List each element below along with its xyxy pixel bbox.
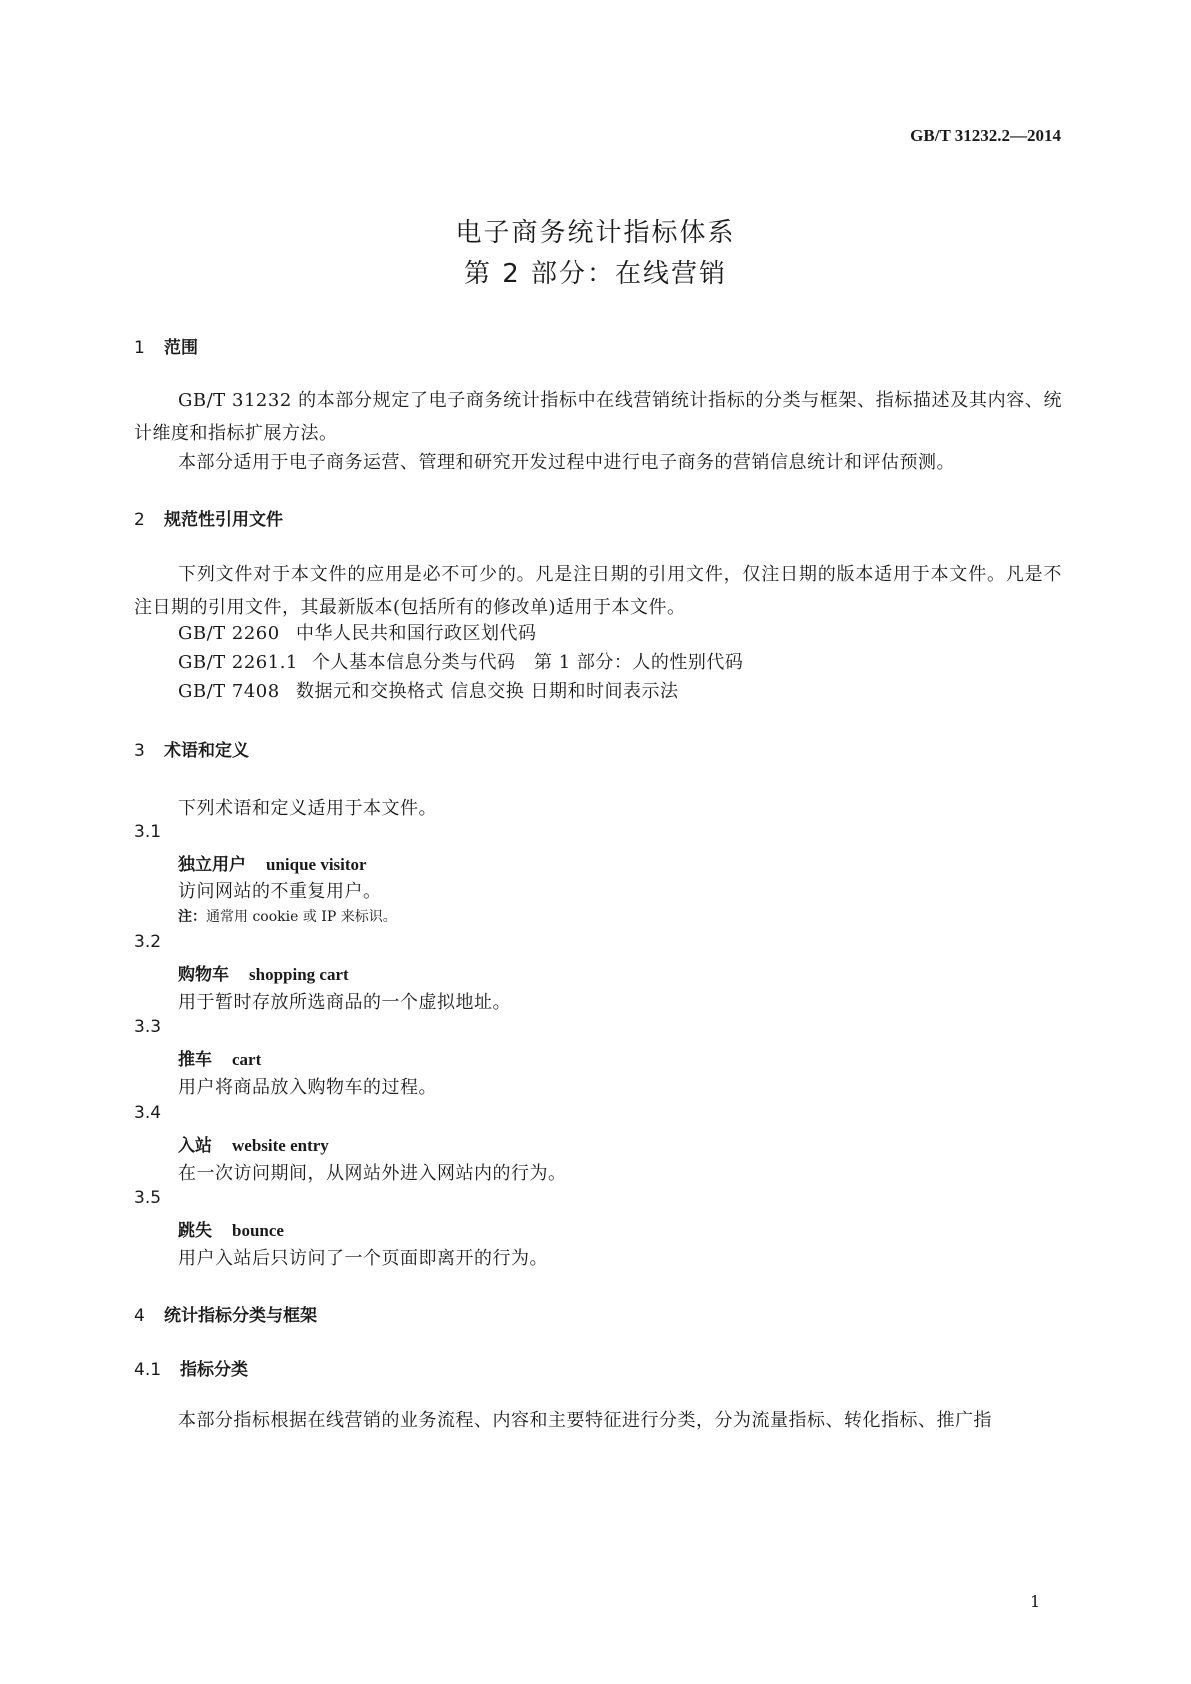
term-heading <box>178 960 349 985</box>
term-zh: 跳失 <box>178 1221 212 1241</box>
section-title: 统计指标分类与框架 <box>164 1306 317 1326</box>
section-1-paragraph-1: GB/T 31232 的本部分规定了电子商务统计指标中在线营销统计指标的分类与框架、指标描述及其内容、统计维度和指标扩展方法。 <box>134 390 1062 444</box>
term-number: 3.3 <box>134 1017 162 1037</box>
reference-title: 个人基本信息分类与代码 第 1 部分：人的性别代码 <box>312 652 744 673</box>
reference-code: GB/T 2261.1 <box>178 652 298 673</box>
document-subtitle: 第 2 部分：在线营销 <box>463 259 728 289</box>
section-4-paragraph-1: 本部分指标根据在线营销的业务流程、内容和主要特征进行分类，分为流量指标、转化指标、推广指 <box>178 1410 992 1431</box>
term-en: unique visitor <box>266 855 367 874</box>
term-en: website entry <box>232 1136 329 1155</box>
section-2-paragraph-1: 下列文件对于本文件的应用是必不可少的。凡是注日期的引用文件，仅注日期的版本适用于本文件。凡是不注日期的引用文件，其最新版本(包括所有的修改单)适用于本文件。 <box>134 564 1062 618</box>
note-text: 通常用 cookie 或 IP 来标识。 <box>206 909 397 925</box>
section-title: 规范性引用文件 <box>164 510 283 530</box>
section-number: 4 <box>134 1306 145 1326</box>
section-1-paragraph-2: 本部分适用于电子商务运营、管理和研究开发过程中进行电子商务的营销信息统计和评估预测。 <box>178 452 955 473</box>
subsection-number: 4.1 <box>134 1360 162 1380</box>
term-note <box>178 906 397 926</box>
term-heading <box>178 1131 329 1156</box>
term-definition: 用于暂时存放所选商品的一个虚拟地址。 <box>178 992 511 1013</box>
term-en: bounce <box>232 1221 284 1240</box>
term-definition: 用户将商品放入购物车的过程。 <box>178 1077 437 1098</box>
reference-item <box>178 619 537 645</box>
section-number: 1 <box>134 338 145 358</box>
reference-title: 中华人民共和国行政区划代码 <box>296 623 537 644</box>
section-2-heading <box>134 505 283 530</box>
section-4-heading <box>134 1301 317 1326</box>
reference-item <box>178 677 678 703</box>
term-number: 3.5 <box>134 1188 162 1208</box>
section-3-heading <box>134 736 249 761</box>
section-title: 术语和定义 <box>164 741 249 761</box>
term-zh: 购物车 <box>178 965 229 985</box>
section-1-heading <box>134 333 198 358</box>
term-zh: 推车 <box>178 1050 212 1070</box>
term-en: shopping cart <box>249 965 349 984</box>
page-number: 1 <box>1030 1592 1041 1611</box>
term-en: cart <box>232 1050 262 1069</box>
section-number: 3 <box>134 741 145 761</box>
term-zh: 独立用户 <box>178 855 246 875</box>
standard-number: GB/T 31232.2—2014 <box>910 126 1061 145</box>
term-number: 3.1 <box>134 822 162 842</box>
section-4-1-heading <box>134 1355 248 1380</box>
reference-code: GB/T 2260 <box>178 623 280 644</box>
term-number: 3.2 <box>134 932 162 952</box>
section-3-intro: 下列术语和定义适用于本文件。 <box>178 798 437 819</box>
section-number: 2 <box>134 510 145 530</box>
term-heading <box>178 850 367 875</box>
note-label: 注： <box>178 909 206 925</box>
term-definition: 用户入站后只访问了一个页面即离开的行为。 <box>178 1248 548 1269</box>
reference-title: 数据元和交换格式 信息交换 日期和时间表示法 <box>296 681 679 702</box>
term-definition: 在一次访问期间，从网站外进入网站内的行为。 <box>178 1163 567 1184</box>
reference-item <box>178 648 743 674</box>
term-definition: 访问网站的不重复用户。 <box>178 881 382 902</box>
term-zh: 入站 <box>178 1136 212 1156</box>
term-number: 3.4 <box>134 1103 162 1123</box>
document-title: 电子商务统计指标体系 <box>455 218 736 248</box>
term-heading <box>178 1216 284 1241</box>
section-title: 范围 <box>164 338 198 358</box>
term-heading <box>178 1045 261 1070</box>
subsection-title: 指标分类 <box>180 1360 248 1380</box>
reference-code: GB/T 7408 <box>178 681 280 702</box>
